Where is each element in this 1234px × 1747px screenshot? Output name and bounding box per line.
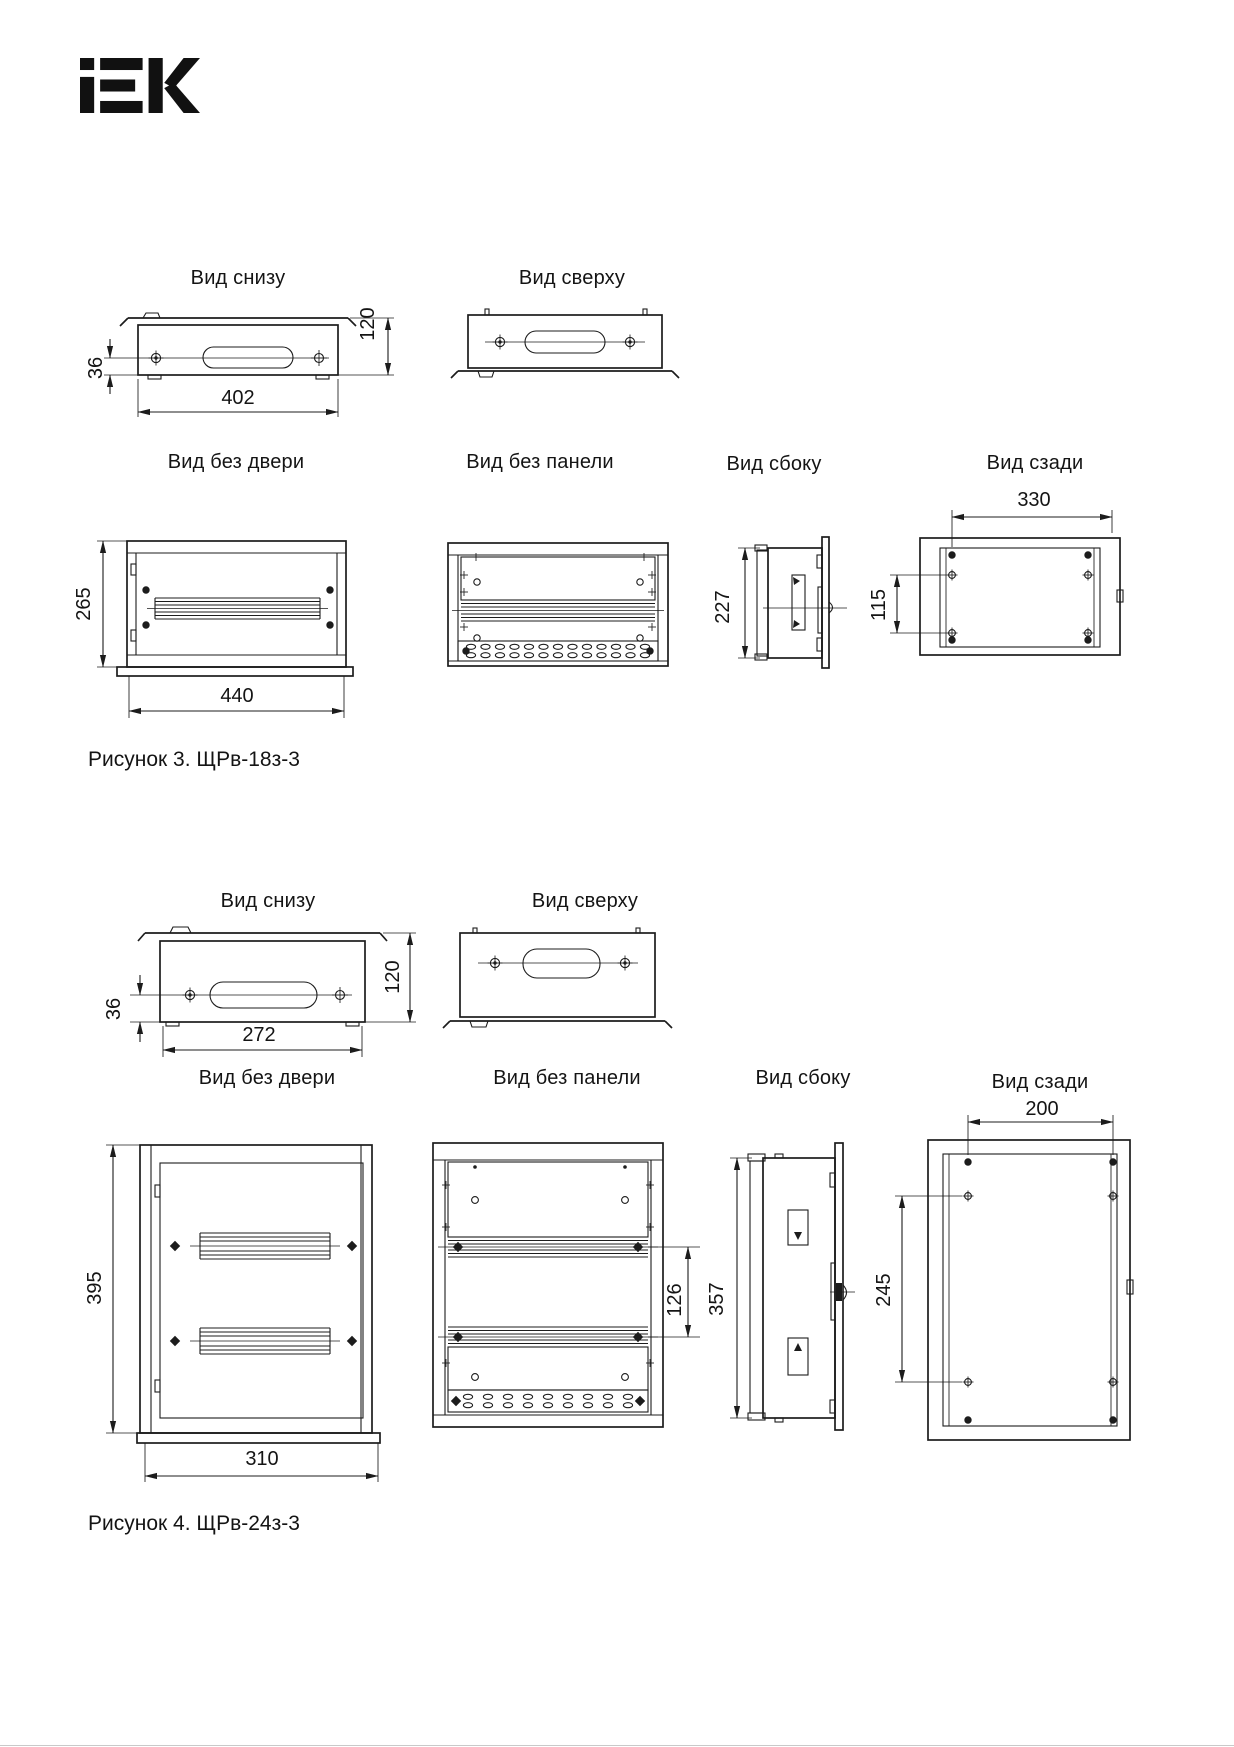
page-bottom-edge — [0, 1745, 1234, 1746]
fig4-dim-126: 126 — [664, 1283, 686, 1317]
fig3-no-door-view-title: Вид без двери — [167, 451, 305, 473]
fig3-dim-115: 115 — [868, 589, 890, 621]
din-rail — [147, 598, 328, 619]
fig3-dim330-lines — [952, 510, 1112, 547]
din-rail — [452, 600, 664, 621]
fig3-dim265-lines — [97, 541, 127, 667]
fig3-bottom-view-title: Вид снизу — [190, 267, 286, 289]
din-rail — [190, 1233, 340, 1259]
fig4-dim-357: 357 — [706, 1282, 728, 1316]
cable-slot — [523, 949, 600, 978]
fig4-no-door-view-title: Вид без двери — [198, 1067, 336, 1089]
screw-hole-icon — [183, 988, 198, 1003]
fig4-dim395-lines — [106, 1145, 140, 1433]
fig3-dim36-lines — [104, 339, 138, 394]
fig4-view-top — [430, 920, 680, 1038]
screw-hole-icon — [488, 956, 503, 971]
fig4-dim-310: 310 — [245, 1448, 279, 1470]
fig4-no-panel-view-title: Вид без панели — [493, 1067, 641, 1089]
screw-hole-icon — [149, 351, 164, 366]
mounting-panel — [448, 1347, 648, 1390]
fig4-dim-272: 272 — [242, 1024, 276, 1046]
fig3-side-view-title: Вид сбоку — [726, 453, 822, 475]
fig4-dim-245: 245 — [873, 1273, 895, 1307]
screw-hole-icon — [623, 335, 638, 350]
fig4-dim200-lines — [968, 1115, 1113, 1155]
fig3-top-view-title: Вид сверху — [518, 267, 626, 289]
screw-hole-icon — [493, 335, 508, 350]
fig4-caption: Рисунок 4. ЩРв-24з-3 — [88, 1512, 300, 1535]
fig3-dim-265: 265 — [73, 587, 95, 621]
iek-logo — [80, 58, 200, 113]
fig4-view-no-door — [80, 1130, 400, 1492]
fig3-view-top — [440, 305, 690, 395]
fig4-dim-120: 120 — [382, 960, 404, 994]
fig3-caption: Рисунок 3. ЩРв-18з-3 — [88, 748, 300, 771]
fig3-dim-36: 36 — [85, 356, 107, 380]
fig4-top-view-title: Вид сверху — [531, 890, 639, 912]
brand-text — [0, 0, 1, 1]
fig4-dim357-lines — [730, 1158, 752, 1418]
screw-hole-icon — [311, 350, 327, 366]
fig4-dim36-lines — [130, 975, 160, 1042]
fig3-no-panel-view-title: Вид без панели — [466, 451, 614, 473]
fig3-bottom-body — [104, 313, 356, 379]
fig3-dim-227: 227 — [712, 590, 734, 624]
din-rail — [438, 1237, 658, 1257]
perforated-strip — [458, 641, 658, 661]
fig4-rear-view-title: Вид сзади — [991, 1071, 1089, 1093]
fig3-dim-402: 402 — [221, 387, 255, 409]
fig3-view-no-panel — [440, 530, 685, 675]
fig3-dim-440: 440 — [220, 685, 254, 707]
screw-hole-icon — [618, 956, 633, 971]
fig4-dim-36: 36 — [103, 997, 125, 1021]
din-rail — [190, 1328, 340, 1354]
cable-slot — [203, 347, 293, 368]
mounting-panel — [461, 557, 655, 600]
fig4-bottom-view-title: Вид снизу — [220, 890, 316, 912]
fig3-dim115-lines — [890, 575, 946, 633]
screw-hole-icon — [332, 987, 348, 1003]
fig3-view-rear — [870, 485, 1170, 675]
fig3-rear-view-title: Вид сзади — [986, 452, 1084, 474]
fig3-dim-120: 120 — [357, 307, 379, 341]
fig4-side-view-title: Вид сбоку — [755, 1067, 851, 1089]
din-rail — [438, 1327, 658, 1347]
perforated-strip — [448, 1390, 648, 1412]
fig4-dim-395: 395 — [84, 1271, 106, 1305]
fig4-bottom-body — [130, 927, 387, 1026]
fig3-dim-330: 330 — [1017, 489, 1051, 511]
fig4-dim-200: 200 — [1025, 1098, 1059, 1120]
fig4-view-rear — [870, 1095, 1160, 1447]
